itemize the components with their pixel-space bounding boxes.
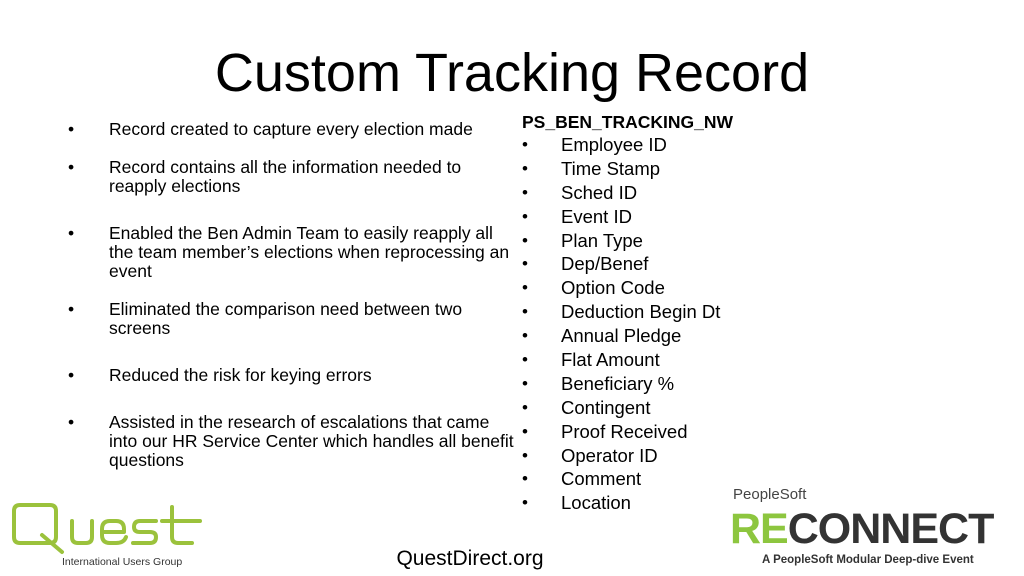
left-bullet-list: [68, 120, 518, 489]
field-label: Time Stamp: [561, 157, 661, 179]
field-label: Plan Type: [561, 229, 643, 251]
bullet-marker: •: [522, 445, 528, 465]
field-item: [522, 300, 822, 324]
bullet-marker: •: [68, 223, 75, 243]
bullet-marker: •: [522, 373, 528, 393]
bullet-marker: •: [522, 469, 528, 489]
left-bullet-text: Record created to capture every election made: [109, 119, 473, 139]
field-label: Event ID: [561, 205, 632, 227]
bullet-marker: •: [522, 350, 528, 370]
bullet-marker: •: [68, 365, 75, 385]
record-name-heading: PS_BEN_TRACKING_NW: [522, 112, 733, 132]
bullet-marker: •: [522, 158, 528, 178]
field-item: [522, 252, 822, 276]
left-bullet-item: [68, 366, 518, 385]
field-item: [522, 372, 822, 396]
field-item: [522, 348, 822, 372]
left-bullet-item: [68, 224, 518, 281]
tracking-record-fields: [522, 111, 822, 515]
field-item: [522, 157, 822, 181]
slide-title: Custom Tracking Record: [214, 43, 810, 103]
left-bullet-text: Enabled the Ben Admin Team to easily reapply all the team member’s elections when reprocessing an event: [109, 223, 510, 281]
field-item: [522, 229, 822, 253]
bullet-marker: •: [522, 421, 528, 441]
bullet-marker: •: [522, 135, 528, 154]
field-label: Flat Amount: [561, 349, 660, 371]
left-bullet-text: Eliminated the comparison need between two screens: [109, 299, 463, 338]
bullet-marker: •: [68, 412, 75, 432]
quest-tagline: International Users Group: [62, 556, 183, 568]
left-bullet-item: [68, 120, 518, 139]
bullet-marker: •: [522, 230, 528, 250]
bullet-marker: •: [68, 119, 75, 139]
bullet-marker: •: [522, 254, 528, 274]
field-label: Option Code: [561, 277, 665, 299]
field-item: [522, 420, 822, 444]
bullet-marker: •: [68, 299, 75, 319]
bullet-marker: •: [68, 157, 75, 177]
left-bullet-text: Record contains all the information needed to reapply elections: [109, 157, 462, 196]
left-bullet-item: [68, 300, 518, 338]
field-item: [522, 324, 822, 348]
field-label: Proof Received: [561, 420, 688, 442]
field-label: Deduction Begin Dt: [561, 301, 721, 323]
field-label: Beneficiary %: [561, 372, 675, 394]
bullet-marker: •: [522, 493, 528, 513]
left-bullet-item: [68, 413, 518, 470]
field-list: [522, 133, 822, 515]
field-label: Annual Pledge: [561, 325, 682, 347]
reconnect-logo: [730, 484, 1020, 574]
field-label: Location: [561, 492, 631, 514]
bullet-marker: •: [522, 397, 528, 417]
field-item: [522, 133, 822, 157]
field-label: Contingent: [561, 396, 651, 418]
footer-url: QuestDirect.org: [396, 547, 544, 570]
bullet-marker: •: [522, 182, 528, 202]
bullet-marker: •: [522, 206, 528, 226]
field-item: [522, 205, 822, 229]
field-item: [522, 396, 822, 420]
reconnect-logo-subtitle: A PeopleSoft Modular Deep-dive Event: [762, 554, 974, 566]
field-label: Sched ID: [561, 181, 638, 203]
reconnect-logo-connect: CONNECT: [787, 505, 994, 553]
field-label: Dep/Benef: [561, 253, 649, 275]
field-label: Comment: [561, 468, 642, 490]
left-bullet-item: [68, 158, 518, 196]
reconnect-logo-re: RE: [730, 505, 788, 553]
reconnect-logo-top: PeopleSoft: [733, 486, 807, 503]
field-item: [522, 444, 822, 468]
field-item: [522, 276, 822, 300]
bullet-marker: •: [522, 278, 528, 298]
field-item: [522, 181, 822, 205]
reconnect-logo-word: [730, 504, 993, 554]
left-bullet-text: Reduced the risk for keying errors: [109, 365, 372, 385]
field-label: Operator ID: [561, 444, 658, 466]
bullet-marker: •: [522, 326, 528, 346]
bullet-marker: •: [522, 302, 528, 322]
field-label: Employee ID: [561, 134, 667, 155]
left-bullet-text: Assisted in the research of escalations that came into our HR Service Center which handles all benefit questions: [109, 412, 514, 470]
